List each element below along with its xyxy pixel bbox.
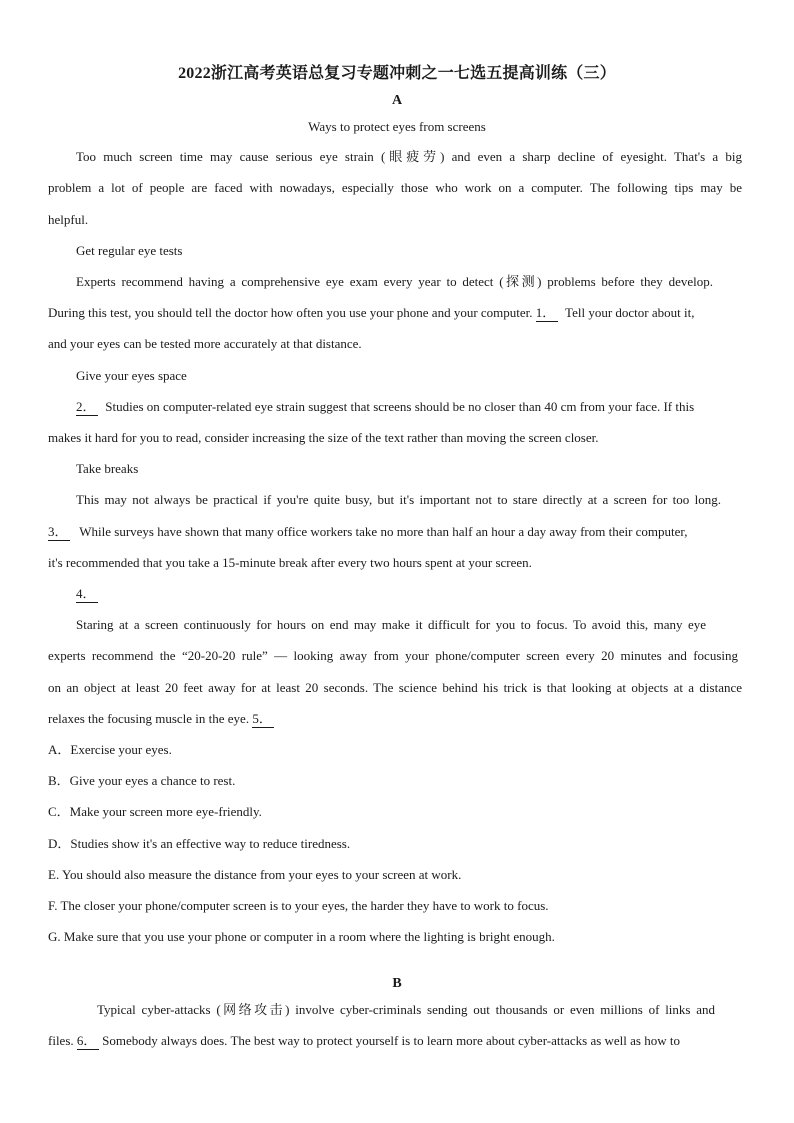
paragraph-line: problem a lot of people are faced with nowadays, especially those who work on a computer. The following tips may be <box>48 180 742 195</box>
paragraph-line: makes it hard for you to read, consider increasing the size of the text rather than moving the screen closer. <box>48 430 599 445</box>
section-a-subtitle: Ways to protect eyes from screens <box>308 119 486 134</box>
text-segment: relaxes the focusing muscle in the eye. <box>48 711 250 726</box>
paragraph-line: Too much screen time may cause serious eye strain (眼疲劳) and even a sharp decline of eyesight. That's a big <box>76 149 742 164</box>
heading-give-your-eyes-space: Give your eyes space <box>76 368 187 383</box>
blank-2[interactable]: 2． <box>76 399 98 416</box>
paragraph-line: helpful. <box>48 212 89 227</box>
paragraph-line-with-blank-3 <box>48 524 742 541</box>
page-title: 2022浙江高考英语总复习专题冲刺之一七选五提高训练（三） <box>178 65 616 82</box>
paragraph-line: on an object at least 20 feet away for at least 20 seconds. The science behind his trick is that looking at objects at a distance <box>48 680 742 695</box>
paragraph-line: Typical cyber-attacks (网络攻击) involve cyber-criminals sending out thousands or even millions of links and <box>97 1002 715 1017</box>
paragraph-line-with-blank-2 <box>76 399 742 416</box>
text-segment: Studies on computer-related eye strain suggest that screens should be no closer than 40 cm from your face. If this <box>105 399 695 414</box>
text-segment: While surveys have shown that many office workers take no more than half an hour a day away from their computer, <box>79 524 688 539</box>
paragraph-line-with-blank-1 <box>48 305 742 322</box>
paragraph-line-with-blank-5 <box>48 711 274 728</box>
option-e: E. You should also measure the distance from your eyes to your screen at work. <box>48 867 462 882</box>
blank-6[interactable]: 6． <box>77 1033 99 1050</box>
option-a: A．Exercise your eyes. <box>48 742 172 757</box>
option-c: C．Make your screen more eye-friendly. <box>48 804 262 819</box>
option-g: G. Make sure that you use your phone or computer in a room where the lighting is bright enough. <box>48 929 555 944</box>
section-b-label: B <box>392 976 402 991</box>
paragraph-line: experts recommend the “20-20-20 rule” — looking away from your phone/computer screen every 20 minutes and focusing <box>48 648 738 663</box>
paragraph-line: it's recommended that you take a 15-minute break after every two hours spent at your screen. <box>48 555 532 570</box>
option-f: F. The closer your phone/computer screen is to your eyes, the harder they have to work to focus. <box>48 898 549 913</box>
paragraph-line: Experts recommend having a comprehensive eye exam every year to detect (探测) problems before they develop. <box>76 274 713 289</box>
paragraph-line-with-blank-6 <box>48 1033 720 1050</box>
option-b: B．Give your eyes a chance to rest. <box>48 773 236 788</box>
paragraph-line: and your eyes can be tested more accurately at that distance. <box>48 336 362 351</box>
paragraph-line: Staring at a screen continuously for hours on end may make it difficult for you to focus. To avoid this, many eye <box>76 617 706 632</box>
blank-5[interactable]: 5． <box>252 711 274 728</box>
text-segment: files. <box>48 1033 74 1048</box>
text-segment: Tell your doctor about it, <box>565 305 695 320</box>
text-segment: During this test, you should tell the doctor how often you use your phone and your computer. <box>48 305 533 320</box>
option-d: D．Studies show it's an effective way to reduce tiredness. <box>48 836 351 851</box>
blank-1[interactable]: 1． <box>536 305 558 322</box>
text-segment: Somebody always does. The best way to protect yourself is to learn more about cyber-attacks as well as how to <box>102 1033 680 1048</box>
blank-4[interactable]: 4． <box>76 586 98 603</box>
section-a-label: A <box>391 93 403 108</box>
heading-get-regular-eye-tests: Get regular eye tests <box>76 243 183 258</box>
heading-take-breaks: Take breaks <box>76 461 139 476</box>
blank-3[interactable]: 3． <box>48 524 70 541</box>
paragraph-line: This may not always be practical if you're quite busy, but it's important not to stare directly at a screen for too long. <box>76 492 721 507</box>
heading-blank-4 <box>76 586 98 603</box>
